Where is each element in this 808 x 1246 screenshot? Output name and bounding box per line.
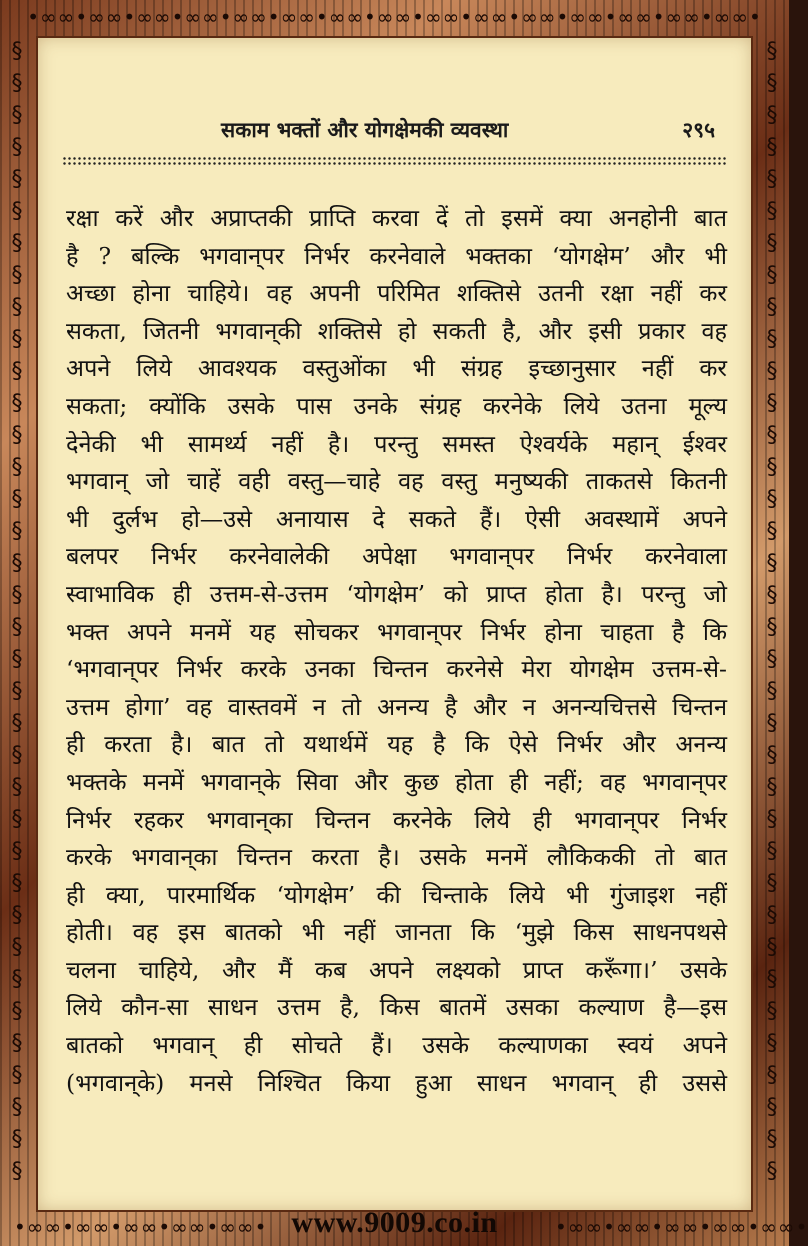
text-line: ही क्या, पारमार्थिक ‘योगक्षेम’ की चिन्ताके लिये भी गुंजाइश नहीं (66, 880, 727, 909)
text-line: स्वाभाविक ही उत्तम-से-उत्तम ‘योगक्षेम’ को प्राप्त होता है। परन्तु जो (66, 579, 727, 608)
top-border-ornament: •∞∞•∞∞•∞∞•∞∞•∞∞•∞∞•∞∞•∞∞•∞∞•∞∞•∞∞•∞∞•∞∞•∞∞•∞∞• (27, 5, 762, 29)
text-line: लिये कौन-सा साधन उत्तम है, किस बातमें उसका कल्याण है—इस (66, 993, 727, 1022)
text-line: भक्तके मनमें भगवान्‌के सिवा और कुछ होता ही नहीं; वह भगवान्‌पर (66, 767, 727, 796)
text-line: भगवान् जो चाहें वही वस्तु—चाहे वह वस्तु मनुष्यकी ताकतसे कितनी (66, 467, 727, 496)
text-line: अच्छा होना चाहिये। वह अपनी परिमित शक्तिसे उतनी रक्षा नहीं कर (66, 279, 727, 308)
body-text (66, 200, 727, 1102)
text-line: सकता, जितनी भगवान्‌की शक्तिसे हो सकती है, और इसी प्रकार वह (66, 316, 727, 345)
text-line: भी दुर्लभ हो—उसे अनायास दे सकते हैं। ऐसी अवस्थामें अपने (66, 504, 727, 533)
bottom-right-border-ornament: •∞∞•∞∞•∞∞•∞∞•∞∞• (555, 1215, 808, 1239)
text-line: उत्तम होगा’ वह वास्तवमें न तो अनन्य है और न अनन्यचित्तसे चिन्तन (66, 692, 727, 721)
text-line: बातको भगवान् ही सोचते हैं। उसके कल्याणका स्वयं अपने (66, 1031, 727, 1060)
text-line: बलपर निर्भर करनेवालेकी अपेक्षा भगवान्‌पर निर्भर करनेवाला (66, 542, 727, 571)
text-line: ही करता है। बात तो यथार्थमें यह है कि ऐसे निर्भर और अनन्य (66, 730, 727, 759)
page-number: २९५ (682, 117, 715, 142)
text-line: भक्त अपने मनमें यह सोचकर भगवान्‌पर निर्भर होना चाहता है कि (66, 617, 727, 646)
text-line: (भगवान्‌के) मनसे निश्चित किया हुआ साधन भगवान् ही उससे (66, 1068, 727, 1097)
text-line: करके भगवान्‌का चिन्तन करता है। उसके मनमें लौकिककी तो बात (66, 843, 727, 872)
text-line: है ? बल्कि भगवान्‌पर निर्भर करनेवाले भक्तका ‘योगक्षेम’ और भी (66, 241, 727, 270)
page-header (36, 116, 753, 150)
text-line: रक्षा करें और अप्राप्तकी प्राप्ति करवा दें तो इसमें क्या अनहोनी बात (66, 204, 727, 232)
left-border-ornament: § § § § § § § § § § § § § § § § § § § § § § § § § § § § § § § § § § § § (11, 39, 23, 1184)
text-line: होती। वह इस बातको भी नहीं जानता कि ‘मुझे किस साधनपथसे (66, 918, 727, 947)
right-border-ornament: § § § § § § § § § § § § § § § § § § § § § § § § § § § § § § § § § § § § (766, 39, 778, 1184)
text-line: सकता; क्योंकि उसके पास उनके संग्रह करनेके लिये उतना मूल्य (66, 391, 727, 420)
text-line: चलना चाहिये, और मैं कब अपने लक्ष्यको प्राप्त करूँगा।’ उसके (66, 955, 727, 984)
text-line: ‘भगवान्‌पर निर्भर करके उनका चिन्तन करनेसे मेरा योगक्षेम उत्तम-से- (66, 655, 727, 684)
text-line: अपने लिये आवश्यक वस्तुओंका भी संग्रह इच्छानुसार नहीं कर (66, 354, 727, 383)
header-divider (62, 156, 727, 166)
book-page (36, 36, 753, 1212)
bottom-left-border-ornament: •∞∞•∞∞•∞∞•∞∞•∞∞• (14, 1215, 268, 1239)
text-line: निर्भर रहकर भगवान्‌का चिन्तन करनेके लिये ही भगवान्‌पर निर्भर (66, 805, 727, 834)
text-line: देनेकी भी सामर्थ्य नहीं है। परन्तु समस्त ऐश्वर्यके महान् ईश्वर (66, 429, 727, 458)
chapter-title: सकाम भक्तों और योगक्षेमकी व्यवस्था (221, 117, 509, 142)
website-url[interactable]: www.9009.co.in (291, 1206, 498, 1239)
